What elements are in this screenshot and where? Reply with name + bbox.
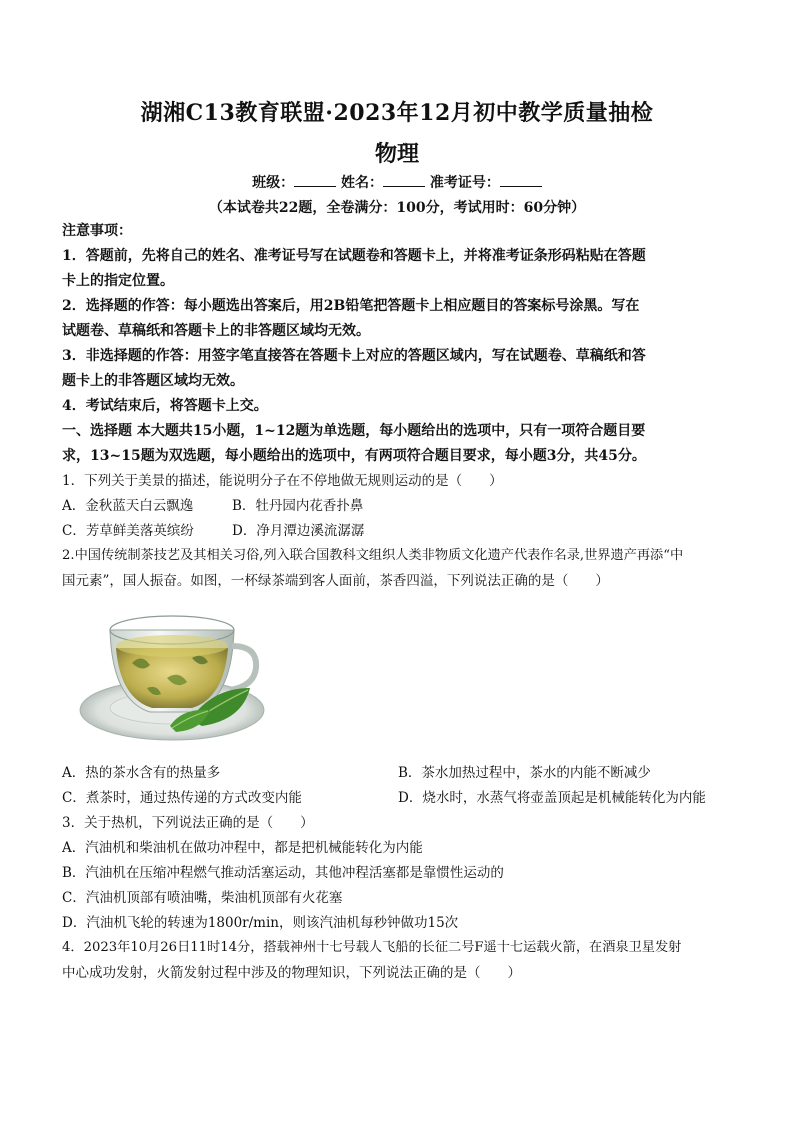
q3-option-a: A．汽油机和柴油机在做功冲程中，都是把机械能转化为内能 xyxy=(62,840,423,856)
exam-number-blank xyxy=(500,174,542,187)
note-line: 卡上的指定位置。 xyxy=(62,273,174,289)
question-2-stem: 国元素”，国人振奋。如图，一杯绿茶端到客人面前，茶香四溢，下列说法正确的是（ ） xyxy=(62,573,609,589)
q3-option-c: C．汽油机顶部有喷油嘴，柴油机顶部有火花塞 xyxy=(62,890,343,906)
question-3-stem: 3．关于热机，下列说法正确的是（ ） xyxy=(62,815,314,831)
note-line: 4．考试结束后，将答题卡上交。 xyxy=(62,398,268,414)
subject-title: 物理 xyxy=(374,141,419,167)
q1-option-d: D．净月潭边溪流潺潺 xyxy=(232,523,365,539)
section-heading-line: 求，13~15题为双选题，每小题给出的选项中，有两项符合题目要求，每小题3分，共45分。 xyxy=(62,448,646,464)
question-4-stem: 4．2023年10月26日11时14分，搭载神州十七号载人飞船的长征二号F遥十七运载火箭，在酒泉卫星发射 xyxy=(62,940,682,955)
note-line: 3．非选择题的作答：用签字笔直接答在答题卡上对应的答题区域内，写在试题卷、草稿纸和答 xyxy=(62,348,646,364)
note-line: 题卡上的非答题区域均无效。 xyxy=(62,373,244,389)
q2-option-c: C．煮茶时，通过热传递的方式改变内能 xyxy=(62,790,302,806)
notes-heading: 注意事项： xyxy=(62,223,132,239)
question-2-stem: 2.中国传统制茶技艺及其相关习俗,列入联合国教科文组织人类非物质文化遗产代表作名录,世界遗产再添“中 xyxy=(62,548,684,563)
q2-option-b: B．茶水加热过程中，茶水的内能不断减少 xyxy=(398,765,651,781)
section-heading-line: 一、选择题 本大题共15小题，1~12题为单选题，每小题给出的选项中，只有一项符合题目要 xyxy=(62,423,646,439)
class-blank xyxy=(294,174,336,187)
q1-option-a: A．金秋蓝天白云飘逸 xyxy=(62,498,194,514)
exam-title: 湖湘C13教育联盟·2023年12月初中教学质量抽检 xyxy=(140,100,654,126)
question-4-stem: 中心成功发射，火箭发射过程中涉及的物理知识，下列说法正确的是（ ） xyxy=(62,965,521,981)
name-label: 姓名： xyxy=(341,175,383,191)
question-1-stem: 1．下列关于美景的描述，能说明分子在不停地做无规则运动的是（ ） xyxy=(62,473,503,489)
q1-option-b: B．牡丹园内花香扑鼻 xyxy=(232,498,364,514)
q2-option-d: D．烧水时，水蒸气将壶盖顶起是机械能转化为内能 xyxy=(398,790,706,806)
green-tea-cup-image xyxy=(72,608,272,748)
student-info-line xyxy=(0,172,794,192)
note-line: 2．选择题的作答：每小题选出答案后，用2B铅笔把答题卡上相应题目的答案标号涂黑。写在 xyxy=(62,298,640,314)
q1-option-c: C．芳草鲜美落英缤纷 xyxy=(62,523,194,539)
exam-number-label: 准考证号： xyxy=(429,175,500,191)
q2-option-a: A．热的茶水含有的热量多 xyxy=(62,765,221,781)
name-blank xyxy=(383,174,425,187)
q3-option-b: B．汽油机在压缩冲程燃气推动活塞运动，其他冲程活塞都是靠惯性运动的 xyxy=(62,865,504,881)
exam-info: （本试卷共22题，全卷满分：100分，考试用时：60分钟） xyxy=(208,200,586,216)
note-line: 1．答题前，先将自己的姓名、准考证号写在试题卷和答题卡上，并将准考证条形码粘贴在答题 xyxy=(62,248,646,264)
q3-option-d: D．汽油机飞轮的转速为1800r/min，则该汽油机每秒钟做功15次 xyxy=(62,915,459,931)
note-line: 试题卷、草稿纸和答题卡上的非答题区域均无效。 xyxy=(62,323,370,339)
class-label: 班级： xyxy=(252,175,295,191)
